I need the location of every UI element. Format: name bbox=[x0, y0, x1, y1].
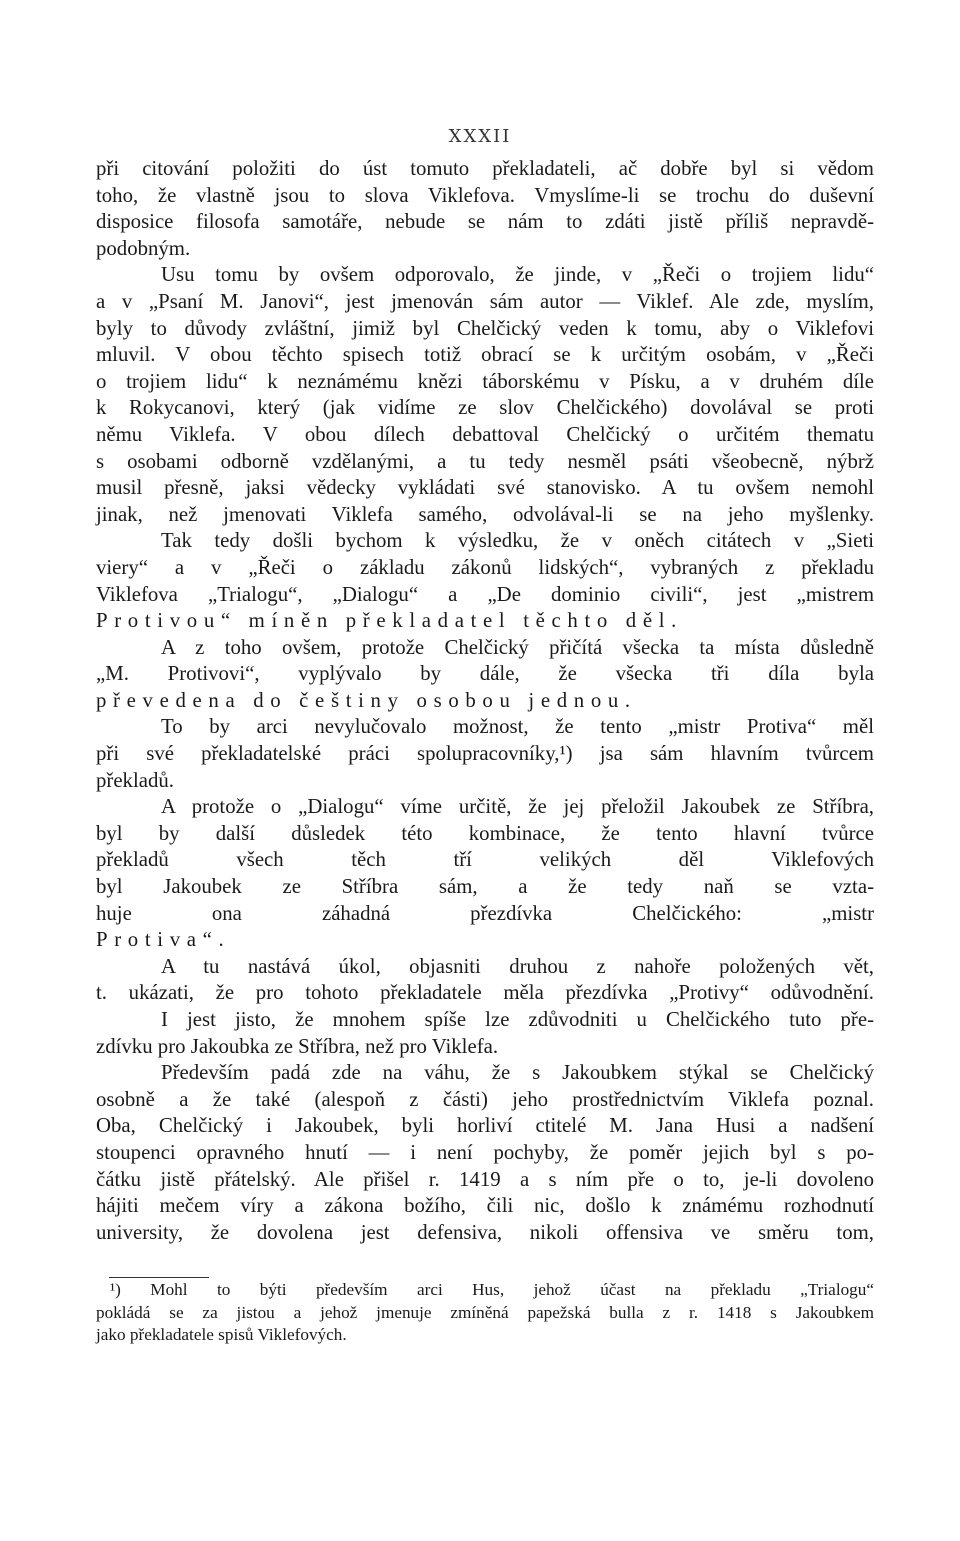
text-line: při citování položiti do úst tomuto překladateli, ač dobře byl si vědom bbox=[96, 157, 874, 180]
text-line: při své překladatelské práci spolupracovníky,¹) jsa sám hlavním tvůrcem bbox=[96, 742, 874, 766]
footnote-line: jako překladatele spisů Viklefových. bbox=[96, 1325, 347, 1344]
text-line: Usu tomu by ovšem odporovalo, že jinde, v „Řeči o trojiem lidu“ bbox=[161, 263, 874, 287]
footnote-divider bbox=[109, 1277, 209, 1278]
footnote bbox=[96, 1279, 874, 1347]
text-line: mluvil. V obou těchto spisech totiž obrací se k určitým osobám, v „Řeči bbox=[96, 343, 874, 367]
text-line: k Rokycanovi, který (jak vidíme ze slov Chelčického) dovolával se proti bbox=[96, 396, 874, 420]
text-line: jinak, než jmenovati Viklefa samého, odvolával-li se na jeho myšlenky. bbox=[96, 502, 874, 526]
text-line: A tu nastává úkol, objasniti druhou z nahoře položených vět, bbox=[161, 954, 874, 978]
text-line: o trojiem lidu“ k neznámému knězi táborskému v Písku, a v druhém díle bbox=[96, 369, 874, 393]
text-line: podobným. bbox=[96, 236, 191, 260]
text-line: viery“ a v „Řeči o základu zákonů lidských“, vybraných z překladu bbox=[96, 555, 874, 579]
text-line: překladů všech těch tří velikých děl Viklefových bbox=[96, 848, 874, 872]
text-line: Viklefova „Trialogu“, „Dialogu“ a „De dominio civili“, jest „mistrem bbox=[96, 582, 874, 606]
text-line: Protivou“ míněn překladatel těchto děl. bbox=[96, 609, 684, 633]
body-text bbox=[96, 156, 874, 1246]
text-line: t. ukázati, že pro tohoto překladatele měla přezdívka „Protivy“ odůvodnění. bbox=[96, 981, 874, 1005]
text-line: překladů. bbox=[96, 768, 174, 792]
text-line: Především padá zde na váhu, že s Jakoubkem stýkal se Chelčický bbox=[161, 1061, 874, 1085]
footnote-line: ¹) Mohl to býti především arci Hus, jehož účast na překladu „Trialogu“ bbox=[110, 1280, 874, 1299]
footnote-line: pokládá se za jistou a jehož jmenuje zmíněná papežská bulla z r. 1418 s Jakoubkem bbox=[96, 1302, 874, 1322]
text-line: byl by další důsledek této kombinace, že tento hlavní tvůrce bbox=[96, 821, 874, 845]
text-line: s osobami odborně vzdělanými, a tu tedy nesměl psáti všeobecně, nýbrž bbox=[96, 449, 874, 473]
text-line: zdívku pro Jakoubka ze Stříbra, než pro Viklefa. bbox=[96, 1034, 499, 1058]
text-line: musil přesně, jaksi vědecky vykládati své stanovisko. A tu ovšem nemohl bbox=[96, 476, 874, 500]
text-line: university, že dovolena jest defensiva, nikoli offensiva ve směru tom, bbox=[96, 1220, 874, 1244]
text-line: To by arci nevylučovalo možnost, že tento „mistr Protiva“ měl bbox=[161, 715, 874, 739]
text-line: němu Viklefa. V obou dílech debattoval Chelčický o určitém thematu bbox=[96, 422, 874, 446]
text-line: I jest jisto, že mnohem spíše lze zdůvodniti u Chelčického tuto pře- bbox=[161, 1008, 874, 1031]
text-line: Tak tedy došli bychom k výsledku, že v oněch citátech v „Sieti bbox=[161, 529, 874, 553]
text-line: Protiva“. bbox=[96, 928, 231, 952]
text-line: disposice filosofa samotáře, nebude se nám to zdáti jistě příliš nepravdě- bbox=[96, 210, 874, 234]
text-line: osobně a že také (alespoň z části) jeho prostřednictvím Viklefa poznal. bbox=[96, 1087, 874, 1111]
text-line: byl Jakoubek ze Stříbra sám, a že tedy naň se vzta- bbox=[96, 875, 874, 899]
text-line: A protože o „Dialogu“ víme určitě, že jej přeložil Jakoubek ze Stříbra, bbox=[161, 795, 874, 819]
text-line: čátku jistě přátelský. Ale přišel r. 1419 a s ním pře o to, je-li dovoleno bbox=[96, 1167, 874, 1191]
text-line: hájiti mečem víry a zákona božího, čili nic, došlo k známému rozhodnutí bbox=[96, 1194, 874, 1218]
text-line: byly to důvody zvláštní, jimiž byl Chelčický veden k tomu, aby o Viklefovi bbox=[96, 316, 874, 340]
text-line: A z toho ovšem, protože Chelčický přičítá všecka ta místa důsledně bbox=[161, 635, 874, 659]
text-line: převedena do češtiny osobou jednou. bbox=[96, 688, 637, 712]
text-line: huje ona záhadná přezdívka Chelčického: „mistr bbox=[96, 901, 874, 925]
text-line: „M. Protivovi“, vyplývalo by dále, že všecka tři díla byla bbox=[96, 662, 874, 686]
text-line: a v „Psaní M. Janovi“, jest jmenován sám autor — Viklef. Ale zde, myslím, bbox=[96, 289, 874, 313]
page-number: XXXII bbox=[448, 126, 512, 147]
text-line: stoupenci opravného hnutí — i není pochyby, že poměr jejich byl s po- bbox=[96, 1140, 874, 1164]
text-line: toho, že vlastně jsou to slova Viklefova. Vmyslíme-li se trochu do duševní bbox=[96, 183, 874, 207]
text-line: Oba, Chelčický i Jakoubek, byli horliví ctitelé M. Jana Husi a nadšení bbox=[96, 1114, 874, 1138]
